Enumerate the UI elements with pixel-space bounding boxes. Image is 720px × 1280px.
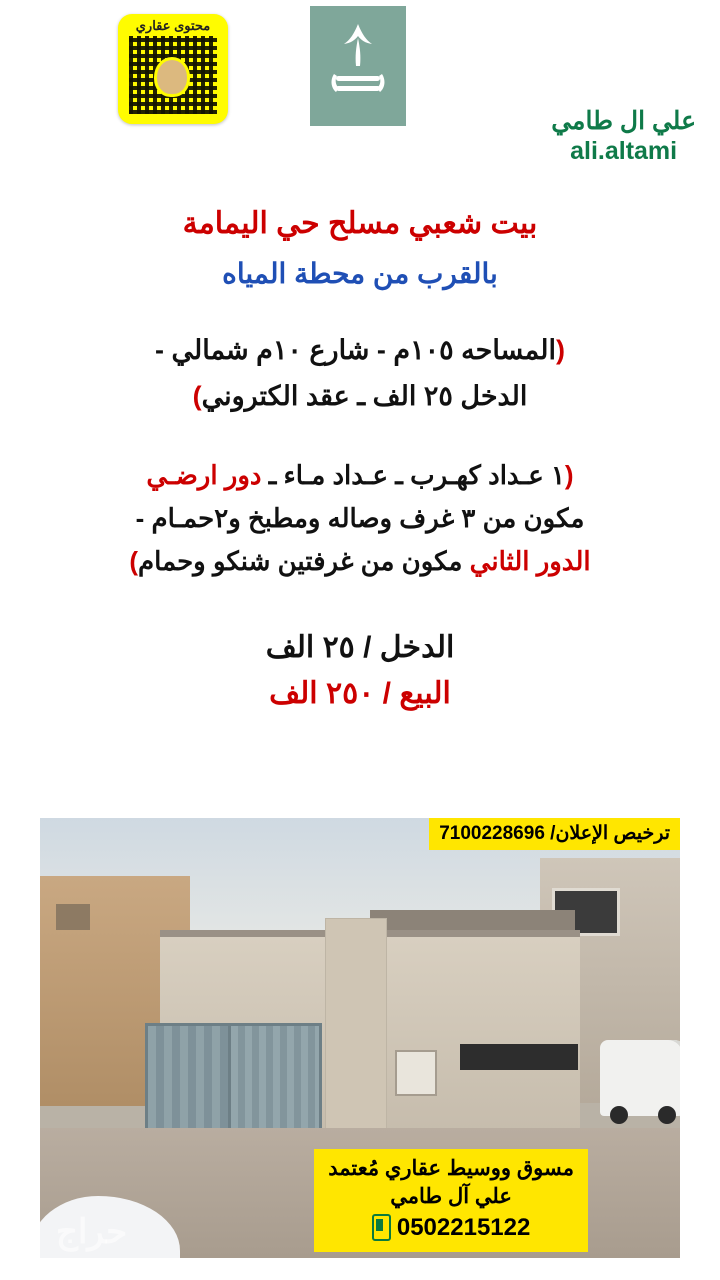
details-open-paren: ( <box>564 460 574 491</box>
photo-meter-box <box>395 1050 437 1096</box>
specs-open-paren: ( <box>555 335 565 366</box>
details-line3-a: الدور الثاني <box>469 545 591 576</box>
price-block <box>26 625 694 718</box>
property-photo <box>40 818 680 1258</box>
details-close-paren: ) <box>129 545 139 576</box>
contact-name: علي آل طامي <box>390 1185 512 1209</box>
header <box>0 0 720 180</box>
brand-logo <box>551 108 696 166</box>
photo-meter-row <box>460 1044 578 1070</box>
contact-phone-row[interactable] <box>328 1212 574 1244</box>
sale-price: البيع / ٢٥٠ الف <box>269 677 451 711</box>
specs-block <box>26 328 694 420</box>
details-line2: مكون من ٣ غرف وصاله ومطبخ و٢حمـام - <box>135 502 585 533</box>
specs-close-paren: ) <box>192 381 202 412</box>
income-price: الدخل / ٢٥ الف <box>265 630 455 664</box>
watermark: حراج <box>56 1213 128 1251</box>
saudi-flag-emblem-icon <box>310 6 406 126</box>
brand-name-arabic: علي ال طامي <box>551 107 696 135</box>
details-line1-a: ١ عـداد كهـرب ـ عـداد مـاء ـ <box>261 460 565 491</box>
specs-line2: الدخل ٢٥ الف ـ عقد الكتروني <box>201 381 528 412</box>
contact-role: مسوق ووسيط عقاري مُعتمد <box>328 1156 574 1180</box>
mobile-phone-icon <box>372 1214 391 1241</box>
contact-phone[interactable]: 0502215122 <box>396 1213 531 1241</box>
details-line3-b: مكون من غرفتين شنكو وحمام <box>138 545 470 576</box>
details-block <box>26 454 694 583</box>
specs-line1: المساحه ١٠٥م - شارع ١٠م شمالي - <box>155 335 556 366</box>
snapchat-badge-title: محتوى عقاري <box>135 18 211 33</box>
snapchat-qr-icon <box>129 36 217 114</box>
license-badge: ترخيص الإعلان/ 7100228696 <box>429 818 680 850</box>
brand-name-english: ali.altami <box>570 136 678 165</box>
listing-title-line1: بيت شعبي مسلح حي اليمامة <box>182 207 538 240</box>
snapchat-qr-badge[interactable] <box>118 14 228 124</box>
details-line1-b: دور ارضـي <box>146 460 262 491</box>
listing-title-line2: بالقرب من محطة المياه <box>222 257 498 289</box>
contact-badge[interactable] <box>314 1149 588 1252</box>
photo-van <box>600 1040 680 1116</box>
listing-content <box>0 204 720 718</box>
